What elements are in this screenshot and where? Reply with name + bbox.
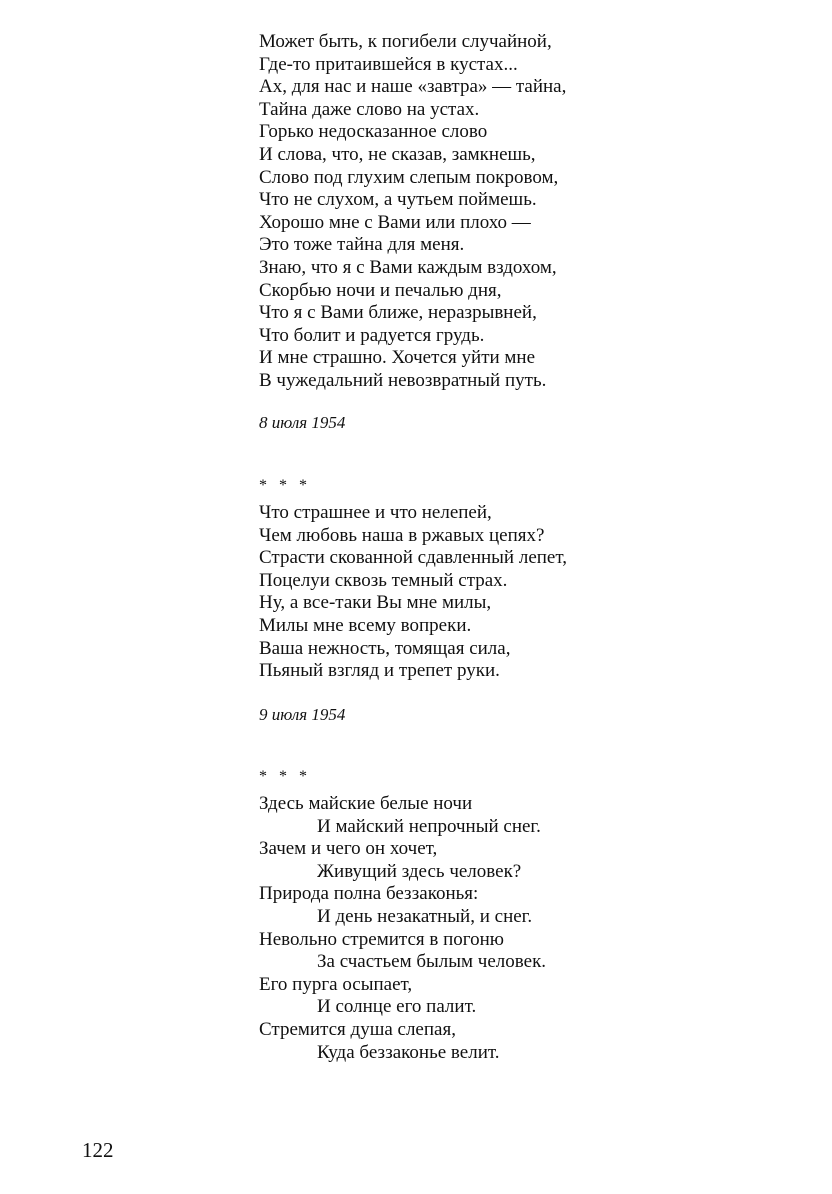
poem-line: Невольно стремится в погоню <box>259 928 504 950</box>
poem-line: Что страшнее и что нелепей, <box>259 502 492 523</box>
poem-line: Природа полна беззаконья: <box>259 883 479 905</box>
poem-1-date: 8 июля 1954 <box>259 413 346 432</box>
poem-line: Что я с Вами ближе, неразрывней, <box>259 302 537 324</box>
poem-line: Его пурга осыпает, <box>259 973 413 995</box>
poem-line: Зачем и чего он хочет, <box>259 838 438 860</box>
poem-line: И слова, что, не сказав, замкнешь, <box>259 143 536 165</box>
poem-line: Хорошо мне с Вами или плохо — <box>259 211 531 233</box>
poem-line: Слово под глухим слепым покровом, <box>259 166 559 188</box>
poem-2-date: 9 июля 1954 <box>259 705 346 724</box>
poem-line-indented: И майский непрочный снег. <box>317 815 541 837</box>
poem-line-indented: И день незакатный, и снег. <box>317 905 533 927</box>
poem-line: Здесь майские белые ночи <box>259 793 473 814</box>
poem-line: Тайна даже слово на устах. <box>259 98 480 120</box>
poem-line: Поцелуи сквозь темный страх. <box>259 569 508 591</box>
poem-line-indented: И солнце его палит. <box>317 996 477 1018</box>
poem-2-body <box>259 502 779 683</box>
poem-line-indented: Куда беззаконье велит. <box>317 1041 500 1063</box>
poem-line: Это тоже тайна для меня. <box>259 234 465 256</box>
poem-line: Ну, а все-таки Вы мне милы, <box>259 592 492 614</box>
poem-line: Милы мне всему вопреки. <box>259 614 472 636</box>
poem-line: Знаю, что я с Вами каждым вздохом, <box>259 256 557 278</box>
poem-2-separator: * * * <box>259 477 311 494</box>
poem-line: Чем любовь наша в ржавых цепях? <box>259 524 545 546</box>
poem-line: Горько недосказанное слово <box>259 121 488 143</box>
page-number: 122 <box>82 1138 114 1162</box>
poem-line-indented: За счастьем былым человек. <box>317 951 547 973</box>
poem-line: Стремится душа слепая, <box>259 1018 456 1040</box>
poem-1-body <box>259 31 779 393</box>
poem-3-separator: * * * <box>259 768 311 785</box>
poem-line: Ваша нежность, томящая сила, <box>259 637 511 659</box>
poem-line: Где-то притаившейся в кустах... <box>259 53 518 75</box>
poem-line: Скорбью ночи и печалью дня, <box>259 279 502 301</box>
poem-line: Пьяный взгляд и трепет руки. <box>259 660 500 682</box>
poem-line: Может быть, к погибели случайной, <box>259 31 552 52</box>
poem-line: Что болит и радуется грудь. <box>259 324 485 346</box>
poem-line: И мне страшно. Хочется уйти мне <box>259 347 536 369</box>
poem-line: Что не слухом, а чутьем поймешь. <box>259 189 537 211</box>
poem-line: Ах, для нас и наше «завтра» — тайна, <box>259 76 567 98</box>
poem-3-body <box>259 793 779 1064</box>
poem-line-indented: Живущий здесь человек? <box>317 860 522 882</box>
poem-line: Страсти скованной сдавленный лепет, <box>259 547 567 569</box>
poem-line: В чужедальний невозвратный путь. <box>259 369 547 391</box>
